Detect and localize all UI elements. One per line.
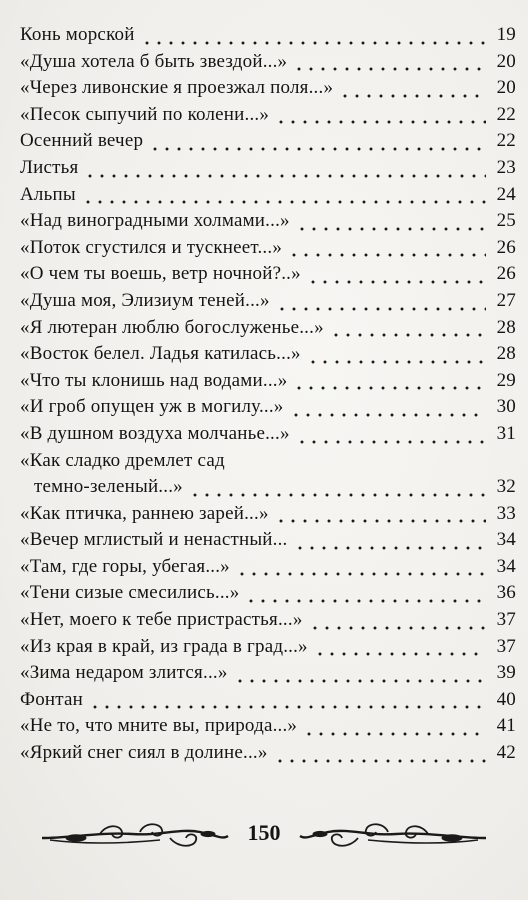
dot-leader [189, 478, 486, 498]
toc-entry [20, 580, 516, 607]
dot-leader [307, 265, 486, 285]
toc-entry-title: «Над виноградными холмами...» [20, 210, 290, 232]
toc-entry-title: «Поток сгустился и тускнеет...» [20, 236, 283, 258]
dot-leader [296, 425, 486, 445]
dot-leader [293, 52, 486, 72]
toc-entry-page: 33 [496, 502, 516, 524]
toc-entry-title: «Через ливонские я проезжал поля...» [20, 77, 334, 99]
dot-leader [149, 132, 486, 152]
dot-leader [339, 79, 486, 99]
toc-entry-title: «Душа хотела б быть звездой...» [20, 50, 288, 72]
toc-entry-title: «В душном воздуха молчанье...» [20, 422, 290, 444]
toc-entry-title: «Душа моя, Элизиум теней...» [20, 289, 270, 311]
toc-entry [20, 740, 516, 767]
dot-leader [294, 531, 486, 551]
toc-entry [20, 660, 516, 687]
toc-entry-page: 20 [496, 50, 516, 72]
dot-leader [276, 292, 486, 312]
toc-entry-title: Фонтан [20, 688, 84, 710]
toc-entry-page: 27 [496, 289, 516, 311]
toc-entry [20, 448, 516, 501]
toc-entry-title: «Как птичка, раннею зарей...» [20, 502, 269, 524]
toc-entry [20, 394, 516, 421]
toc-entry [20, 22, 516, 49]
dot-leader [84, 159, 486, 179]
dot-leader [330, 318, 486, 338]
toc-entry [20, 155, 516, 182]
page-number: 150 [247, 820, 281, 845]
toc-entry [20, 687, 516, 714]
toc-entry-title: «Песок сыпучий по колени...» [20, 103, 270, 125]
toc-entry [20, 713, 516, 740]
dot-leader [89, 690, 486, 710]
toc-entry-page: 20 [496, 77, 516, 99]
toc-entry [20, 235, 516, 262]
toc-entry [20, 128, 516, 155]
toc-entry [20, 634, 516, 661]
toc-entry [20, 102, 516, 129]
toc-entry [20, 182, 516, 209]
dot-leader [307, 345, 486, 365]
dot-leader [275, 504, 486, 524]
toc-entry-page: 34 [496, 555, 516, 577]
dot-leader [314, 637, 486, 657]
dot-leader [303, 717, 486, 737]
dot-leader [245, 584, 486, 604]
toc-entry-title: Альпы [20, 183, 76, 205]
toc-entry-page: 24 [496, 183, 516, 205]
toc-entry-page: 26 [496, 263, 516, 285]
toc-entry-title: «Нет, моего к тебе пристрастья...» [20, 609, 303, 631]
toc-entry-title-continued: темно-зеленый...» [34, 476, 183, 498]
toc-entry [20, 315, 516, 342]
toc-entry-page: 37 [496, 635, 516, 657]
toc-entry-page: 26 [496, 236, 516, 258]
toc-entry [20, 75, 516, 102]
dot-leader [309, 611, 486, 631]
toc-entry-title: «Я лютеран люблю богослуженье...» [20, 316, 324, 338]
toc-entry [20, 527, 516, 554]
toc-entry-title: «О чем ты воешь, ветр ночной?..» [20, 263, 301, 285]
toc-entry-page: 23 [496, 156, 516, 178]
toc-entry-page: 19 [496, 24, 516, 45]
toc-entry [20, 49, 516, 76]
dot-leader [274, 744, 486, 764]
toc-entry-title: «Тени сизые смесились...» [20, 582, 240, 604]
toc-entry-page: 32 [496, 476, 516, 498]
toc-entry-page: 22 [496, 103, 516, 125]
dot-leader [293, 371, 486, 391]
toc-entry-page: 40 [496, 688, 516, 710]
toc-entry-title: «Не то, что мните вы, природа...» [20, 715, 298, 737]
toc-entry-page: 29 [496, 369, 516, 391]
toc-entry-title: «Восток белел. Ладья катилась...» [20, 343, 301, 365]
toc-entry [20, 341, 516, 368]
toc-entry-page: 22 [496, 130, 516, 152]
toc-entry-title: «Там, где горы, убегая...» [20, 555, 230, 577]
toc-entry [20, 501, 516, 528]
table-of-contents [20, 22, 516, 767]
toc-entry-page: 28 [496, 343, 516, 365]
page-footer [0, 818, 528, 854]
toc-entry-page: 30 [496, 396, 516, 418]
toc-entry-title: «Как сладко дремлет сад [20, 449, 225, 471]
dot-leader [141, 26, 486, 46]
dot-leader [236, 557, 486, 577]
toc-entry-title: «Яркий снег сиял в долине...» [20, 742, 268, 764]
toc-entry-title: «Из края в край, из града в град...» [20, 635, 308, 657]
toc-entry-title: «Вечер мглистый и ненастный... [20, 529, 288, 551]
toc-entry-page: 28 [496, 316, 516, 338]
toc-entry [20, 261, 516, 288]
toc-entry-page: 36 [496, 582, 516, 604]
dot-leader [234, 664, 486, 684]
toc-entry-title: Осенний вечер [20, 130, 144, 152]
toc-entry-title: «Что ты клонишь над водами...» [20, 369, 288, 391]
toc-entry-page: 42 [496, 742, 516, 764]
toc-entry [20, 368, 516, 395]
toc-entry [20, 607, 516, 634]
toc-entry [20, 554, 516, 581]
toc-entry [20, 421, 516, 448]
toc-entry-page: 25 [496, 210, 516, 232]
dot-leader [290, 398, 487, 418]
toc-entry [20, 288, 516, 315]
dot-leader [82, 185, 486, 205]
toc-entry-title: «Зима недаром злится...» [20, 662, 228, 684]
toc-entry-page: 41 [496, 715, 516, 737]
dot-leader [296, 212, 486, 232]
toc-entry-title: «И гроб опущен уж в могилу...» [20, 396, 284, 418]
dot-leader [275, 105, 486, 125]
toc-entry-page: 39 [496, 662, 516, 684]
toc-entry-page: 37 [496, 609, 516, 631]
dot-leader [288, 238, 486, 258]
toc-entry-title: Конь морской [20, 24, 135, 45]
toc-entry-page: 31 [496, 422, 516, 444]
toc-entry-page: 34 [496, 529, 516, 551]
toc-entry-title: Листья [20, 156, 79, 178]
toc-entry [20, 208, 516, 235]
